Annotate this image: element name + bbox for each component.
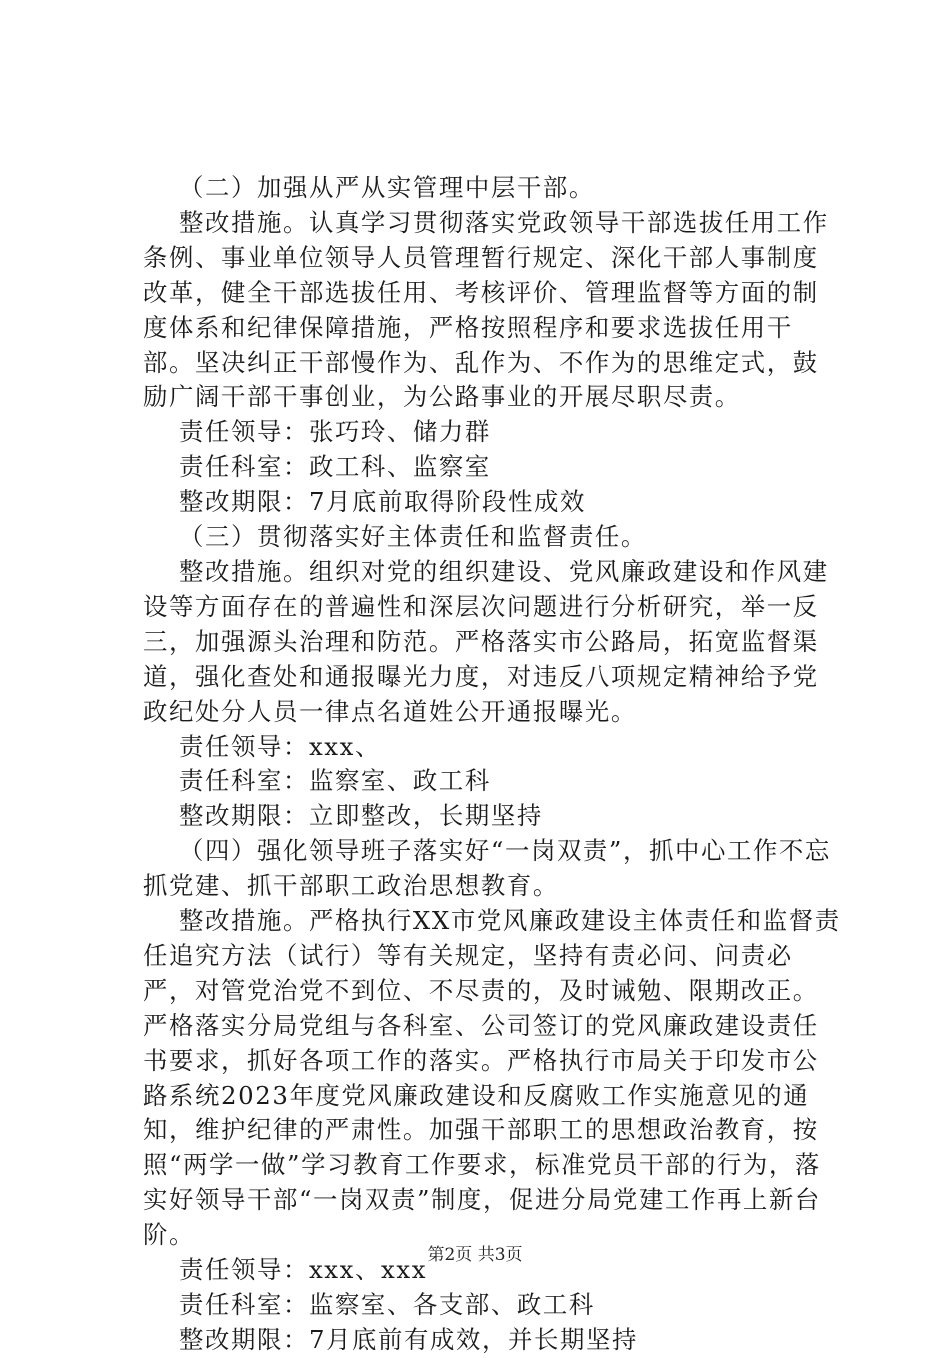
responsible-leader: 责任领导：xxx、xxx	[179, 1255, 428, 1285]
measures-paragraph: 整改措施。组织对党的组织建设、党风廉政建设和作风建设等方面存在的普遍性和深层次问题进行分析研究，举一反三，加强源头治理和防范。严格落实市公路局，拓宽监督渠道，强化查处和通报曝光力度，对违反八项规定精神给予党政纪处分人员一律点名道姓公开通报曝光。	[143, 556, 829, 726]
section-heading: （三）贯彻落实好主体责任和监督责任。	[179, 522, 647, 552]
section-heading: （二）加强从严从实管理中层干部。	[179, 173, 595, 202]
responsible-department: 责任科室：监察室、政工科	[179, 766, 491, 796]
responsible-leader: 责任领导：xxx、	[179, 731, 382, 761]
responsible-leader: 责任领导：张巧玲、储力群	[179, 417, 491, 447]
responsible-department: 责任科室：政工科、监察室	[179, 452, 491, 482]
responsible-department: 责任科室：监察室、各支部、政工科	[179, 1290, 595, 1319]
page-number: 第2页 共3页	[427, 1245, 523, 1265]
rectification-deadline: 整改期限：7月底前取得阶段性成效	[179, 487, 586, 517]
document-body	[143, 171, 843, 1358]
rectification-deadline: 整改期限：立即整改，长期坚持	[179, 801, 543, 831]
rectification-deadline: 整改期限：7月底前有成效，并长期坚持	[179, 1324, 638, 1354]
section-heading: （四）强化领导班子落实好“一岗双责”，抓中心工作不忘抓党建、抓干部职工政治思想教育。	[143, 836, 831, 901]
measures-paragraph: 整改措施。严格执行XX市党风廉政建设主体责任和监督责任追究方法（试行）等有关规定，坚持有责必问、问责必严，对管党治党不到位、不尽责的，及时诫勉、限期改正。严格落实分局党组与各科室、公司签订的党风廉政建设责任书要求，抓好各项工作的落实。严格执行市局关于印发市公路系统2023年度党风廉政建设和反腐败工作实施意见的通知，维护纪律的严肃性。加强干部职工的思想政治教育，按照“两学一做”学习教育工作要求，标准党员干部的行为，落实好领导干部“一岗双责”制度，促进分局党建工作再上新台阶。	[143, 906, 841, 1250]
measures-paragraph: 整改措施。认真学习贯彻落实党政领导干部选拔任用工作条例、事业单位领导人员管理暂行规定、深化干部人事制度改革，健全干部选拔任用、考核评价、管理监督等方面的制度体系和纪律保障措施，严格按照程序和要求选拔任用干部。坚决纠正干部慢作为、乱作为、不作为的思维定式，鼓励广阔干部干事创业，为公路事业的开展尽职尽责。	[143, 207, 829, 412]
